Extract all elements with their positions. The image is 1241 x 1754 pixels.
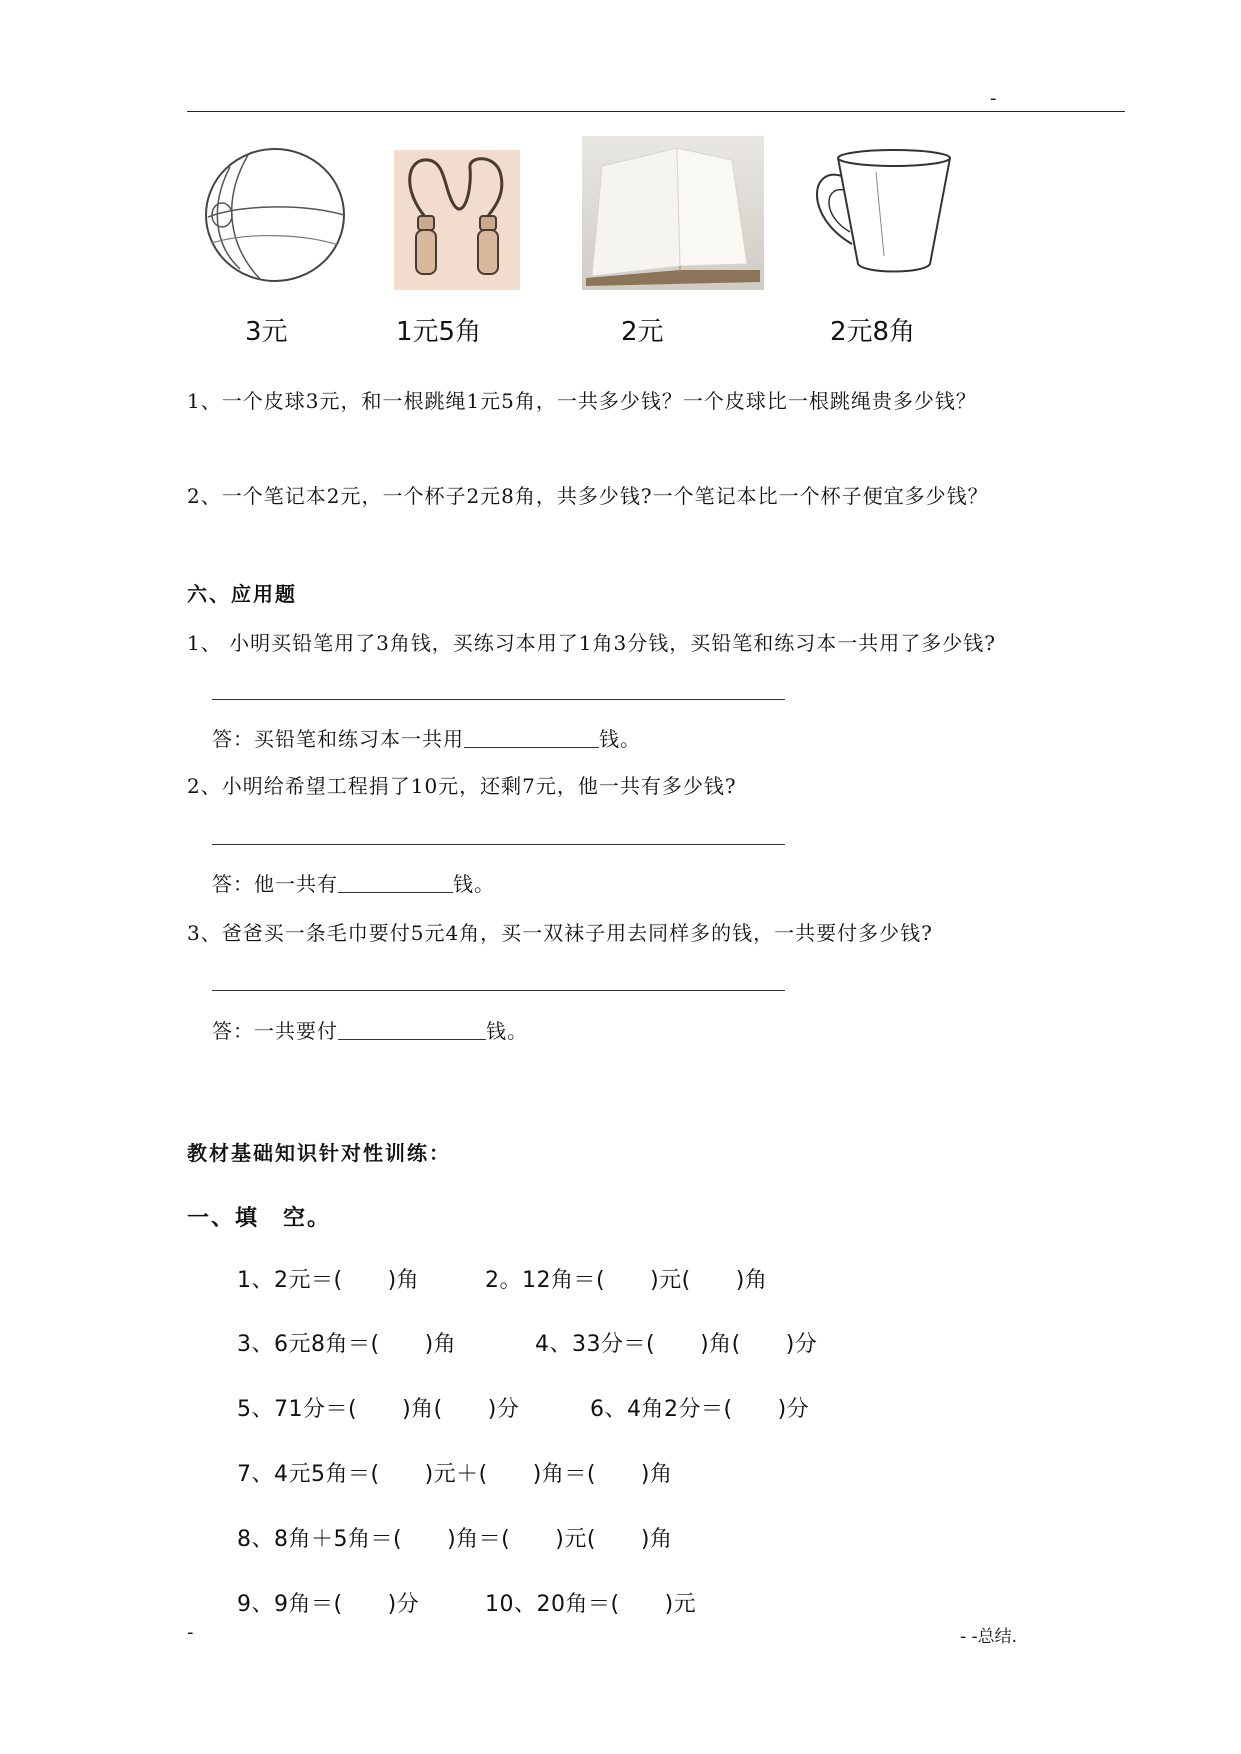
fill-item: 4、33分＝( )角( )分 <box>535 1332 818 1357</box>
question: 2、一个笔记本2元，一个杯子2元8角，共多少钱?一个笔记本比一个杯子便宜多少钱？ <box>187 484 989 508</box>
price-label: 1元5角 <box>396 317 482 347</box>
fill-item: 2。12角＝( )元( )角 <box>485 1268 768 1293</box>
answer-blank[interactable] <box>338 874 453 893</box>
answer-prefix: 答：他一共有 <box>212 872 338 896</box>
cup-icon <box>806 146 956 281</box>
ball-icon <box>200 145 350 285</box>
answer-line <box>212 723 641 752</box>
header-rule <box>187 111 1125 112</box>
question: 2、小明给希望工程捐了10元，还剩7元，他一共有多少钱? <box>187 774 737 798</box>
footer-left: - <box>187 1622 194 1643</box>
fill-item: 6、4角2分＝( )分 <box>590 1397 810 1422</box>
footer-right: - -总结. <box>960 1627 1018 1647</box>
answer-blank[interactable] <box>338 1021 486 1040</box>
price-label: 2元8角 <box>830 317 916 347</box>
answer-suffix: 钱。 <box>453 872 495 896</box>
answer-line <box>212 868 495 897</box>
answer-suffix: 钱。 <box>599 727 641 751</box>
fill-item: 5、71分＝( )角( )分 <box>237 1397 520 1422</box>
price-label: 2元 <box>621 317 664 347</box>
work-line <box>212 699 785 700</box>
answer-line <box>212 1015 528 1044</box>
section-heading: 六、应用题 <box>187 582 297 606</box>
answer-blank[interactable] <box>464 729 599 748</box>
header-dash: - <box>990 88 997 109</box>
work-line <box>212 844 785 845</box>
answer-prefix: 答：买铅笔和练习本一共用 <box>212 727 464 751</box>
fill-item: 8、8角＋5角＝( )角＝( )元( )角 <box>237 1527 673 1552</box>
fill-heading: 一、填 空。 <box>187 1205 332 1231</box>
answer-prefix: 答：一共要付 <box>212 1019 338 1043</box>
question: 1、 小明买铅笔用了3角钱，买练习本用了1角3分钱，买铅笔和练习本一共用了多少钱? <box>187 631 996 655</box>
answer-suffix: 钱。 <box>486 1019 528 1043</box>
work-line <box>212 990 785 991</box>
notebook-icon <box>582 136 764 290</box>
fill-item: 10、20角＝( )元 <box>485 1592 697 1617</box>
fill-item: 3、6元8角＝( )角 <box>237 1332 457 1357</box>
price-label: 3元 <box>245 317 288 347</box>
question: 3、爸爸买一条毛巾要付5元4角，买一双袜子用去同样多的钱，一共要付多少钱? <box>187 921 933 945</box>
jump-rope-icon <box>394 150 520 290</box>
fill-item: 9、9角＝( )分 <box>237 1592 420 1617</box>
question: 1、一个皮球3元，和一根跳绳1元5角，一共多少钱？一个皮球比一根跳绳贵多少钱？ <box>187 389 977 413</box>
fill-item: 7、4元5角＝( )元＋( )角＝( )角 <box>237 1462 673 1487</box>
fill-item: 1、2元＝( )角 <box>237 1268 420 1293</box>
section-heading: 教材基础知识针对性训练： <box>187 1141 451 1165</box>
